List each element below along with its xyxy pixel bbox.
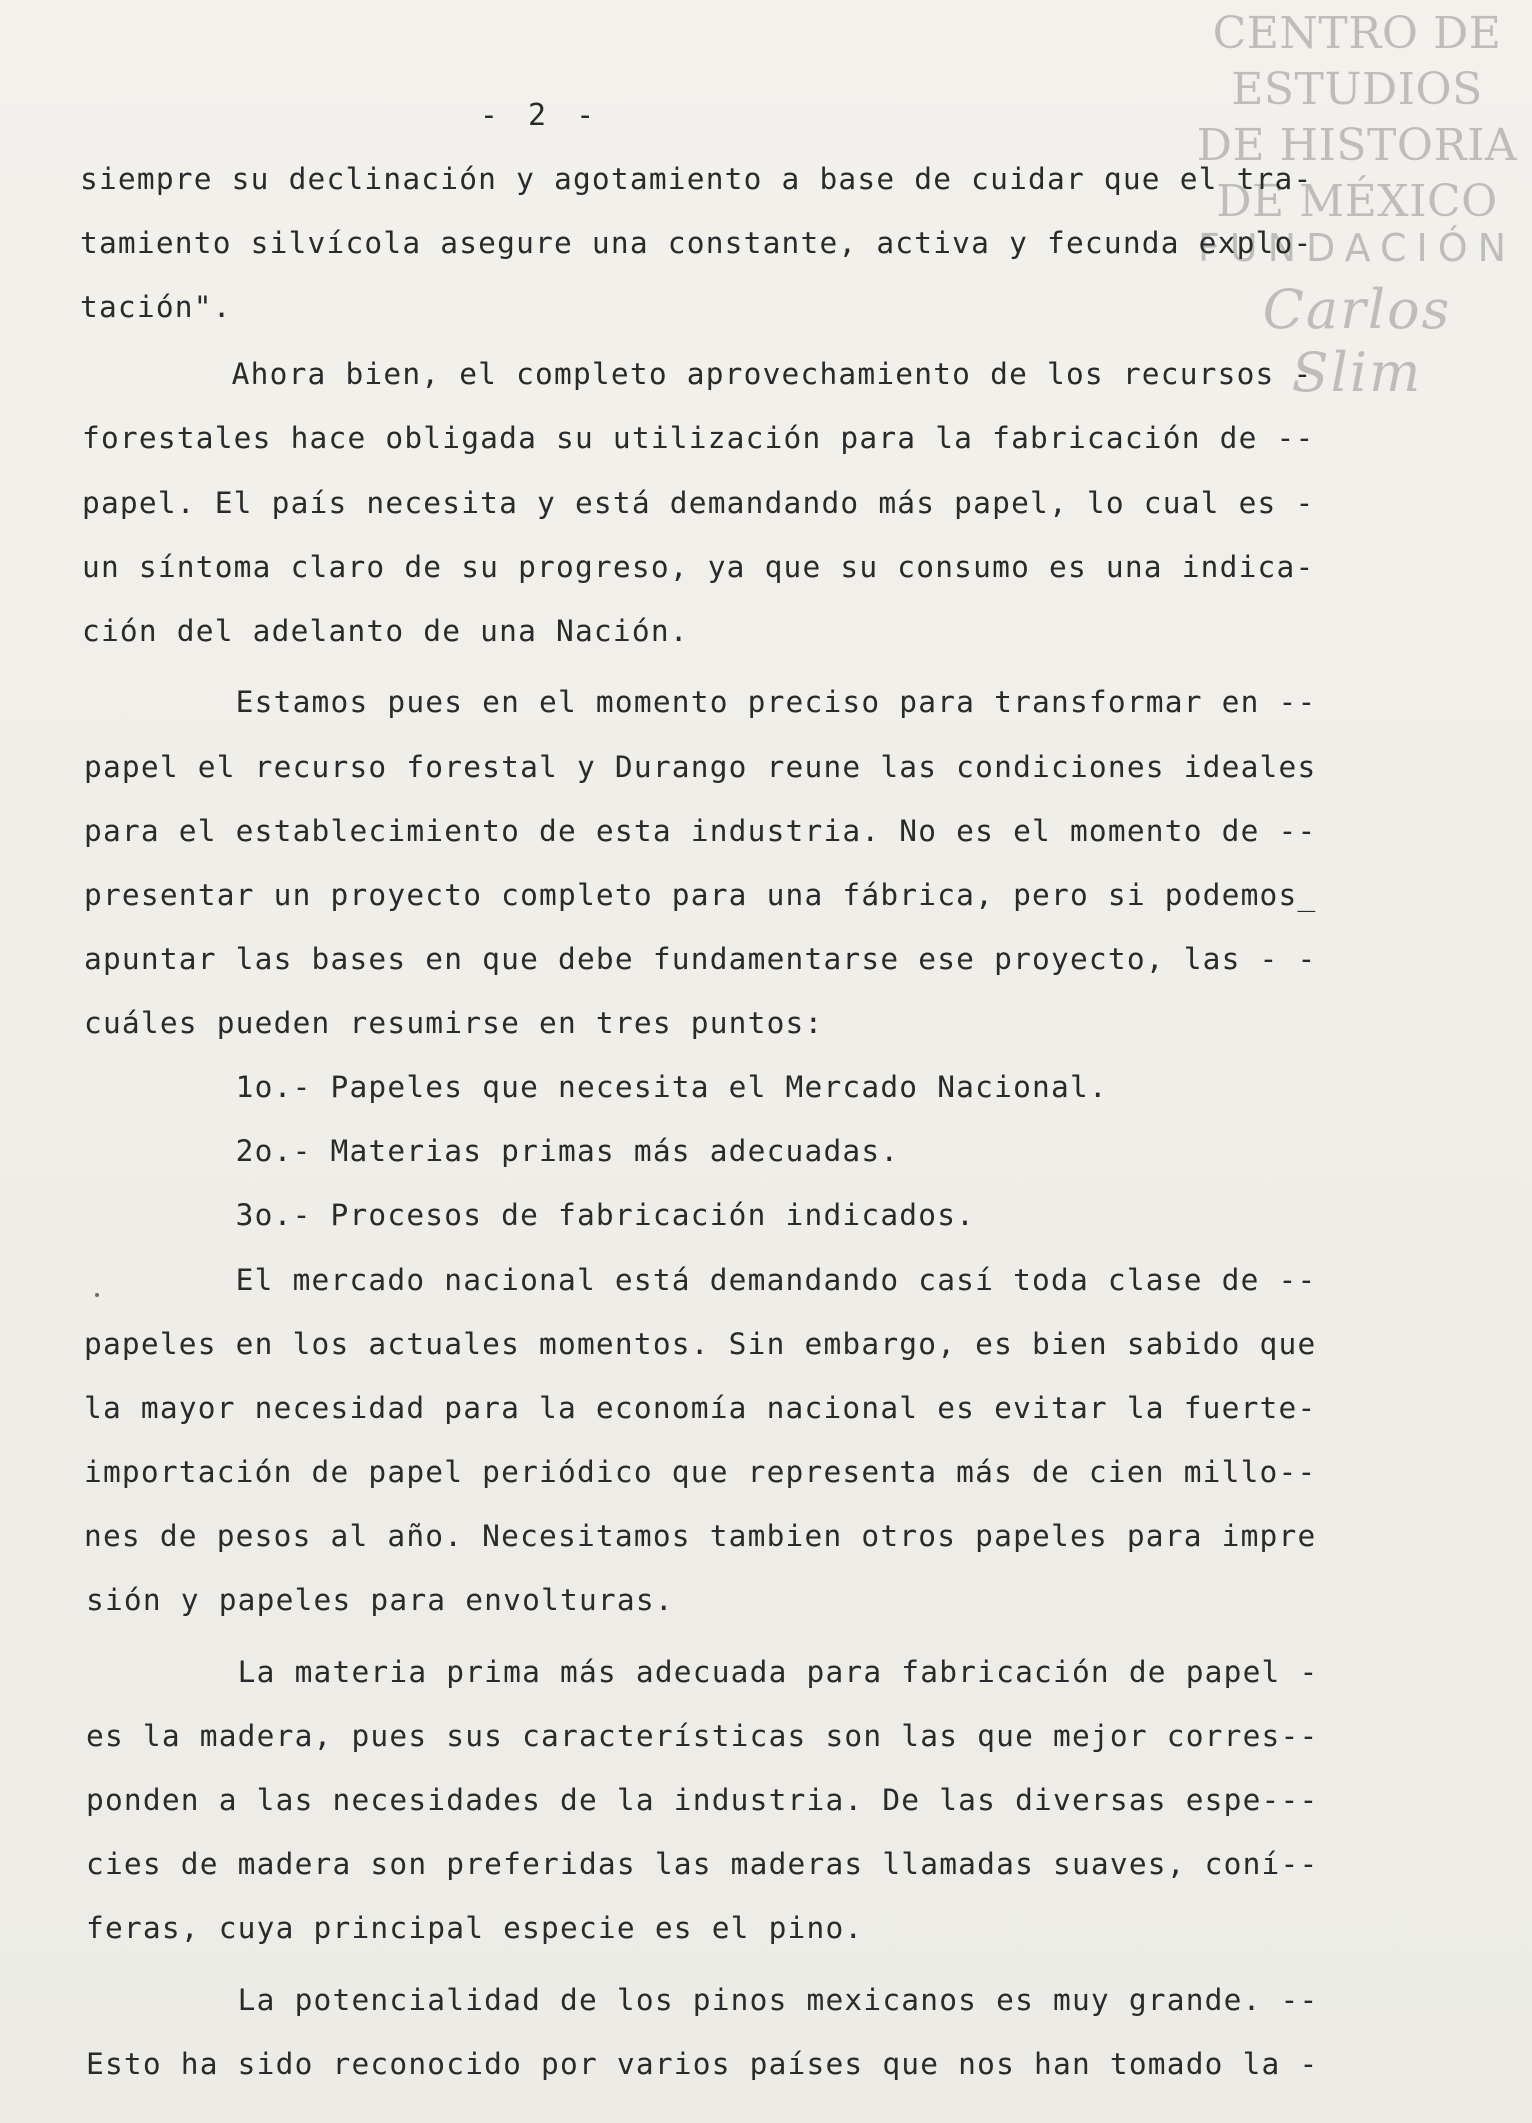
list-item: 3o.- Procesos de fabricación indicados. (84, 1198, 976, 1232)
text-line: tación". (80, 290, 232, 324)
text-line: ponden a las necesidades de la industria. De las diversas espe--- (86, 1783, 1319, 1817)
text-line: Estamos pues en el momento preciso para transformar en -- (84, 685, 1317, 719)
page-number: - 2 - (479, 98, 601, 133)
watermark-line-4: DE MÉXICO (1216, 176, 1498, 227)
text-line: siempre su declinación y agotamiento a base de cuidar que el tra- (80, 162, 1313, 196)
text-line: para el establecimiento de esta industria. No es el momento de -- (84, 814, 1317, 848)
text-line: cies de madera son preferidas las maderas llamadas suaves, coní-- (86, 1847, 1319, 1881)
watermark-line-3: DE HISTORIA (1196, 120, 1518, 171)
watermark-foundation: FUNDACIÓN (1197, 226, 1517, 270)
text-line: Esto ha sido reconocido por varios países que nos han tomado la - (86, 2047, 1319, 2081)
list-item: 1o.- Papeles que necesita el Mercado Nacional. (84, 1070, 1108, 1104)
text-line: La materia prima más adecuada para fabricación de papel - (86, 1655, 1319, 1689)
text-line: papeles en los actuales momentos. Sin embargo, es bien sabido que (84, 1327, 1317, 1361)
text-line: papel el recurso forestal y Durango reune las condiciones ideales (84, 750, 1317, 784)
text-line: la mayor necesidad para la economía nacional es evitar la fuerte- (84, 1391, 1317, 1425)
text-line: presentar un proyecto completo para una fábrica, pero si podemos_ (84, 878, 1317, 912)
text-line: cuáles pueden resumirse en tres puntos: (84, 1006, 824, 1040)
text-line: La potencialidad de los pinos mexicanos es muy grande. -- (86, 1983, 1319, 2017)
text-line: un síntoma claro de su progreso, ya que su consumo es una indica- (82, 550, 1315, 584)
text-line: es la madera, pues sus características son las que mejor corres-- (86, 1719, 1319, 1753)
text-line: feras, cuya principal especie es el pino. (86, 1911, 864, 1945)
text-line: Ahora bien, el completo aprovechamiento de los recursos - (80, 357, 1313, 391)
watermark-line-2: ESTUDIOS (1231, 64, 1483, 115)
text-line: forestales hace obligada su utilización para la fabricación de -- (82, 421, 1315, 455)
text-line: El mercado nacional está demandando casí toda clase de -- (84, 1263, 1317, 1297)
text-line: apuntar las bases en que debe fundamentarse ese proyecto, las - - (84, 942, 1317, 976)
watermark-signature: Carlos Slim (1262, 278, 1452, 404)
text-line: papel. El país necesita y está demandando más papel, lo cual es - (82, 486, 1315, 520)
text-line: ción del adelanto de una Nación. (82, 614, 689, 648)
watermark (1192, 6, 1522, 404)
watermark-line-1: CENTRO DE (1212, 8, 1502, 59)
text-line: nes de pesos al año. Necesitamos tambien otros papeles para impre (84, 1519, 1317, 1553)
text-line: importación de papel periódico que representa más de cien millo-- (84, 1455, 1317, 1489)
list-item: 2o.- Materias primas más adecuadas. (84, 1134, 900, 1168)
text-line: tamiento silvícola asegure una constante, activa y fecunda explo- (80, 226, 1313, 260)
text-line: sión y papeles para envolturas. (86, 1583, 674, 1617)
